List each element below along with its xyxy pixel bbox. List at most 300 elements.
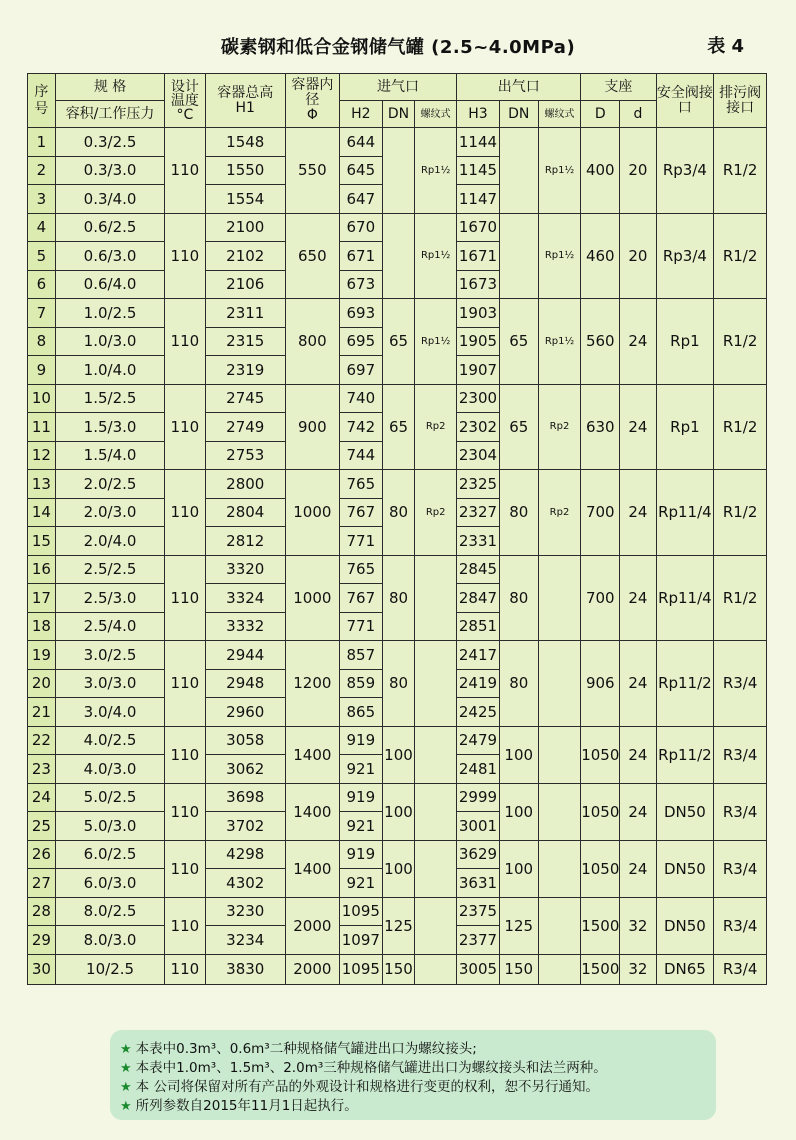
cell-support-d2: 24: [620, 384, 656, 470]
cell-inlet-h: 1095: [339, 954, 382, 984]
cell-height: 1554: [205, 185, 286, 214]
cell-inlet-dn: [383, 128, 415, 214]
star-icon: ★: [120, 1042, 132, 1057]
cell-support-d1: 1050: [581, 726, 620, 783]
cell-spec: 1.0/4.0: [55, 356, 164, 385]
cell-inlet-h: 865: [339, 698, 382, 727]
cell-outlet-thread: Rp2: [538, 384, 580, 470]
cell-diameter: 650: [286, 213, 340, 299]
header-diameter-sub: Φ: [306, 107, 318, 123]
table-row: [28, 213, 767, 242]
cell-safety: Rp1: [656, 384, 714, 470]
cell-drain: R1/2: [714, 213, 767, 299]
cell-safety: Rp11/4: [656, 470, 714, 556]
cell-outlet-thread: [538, 840, 580, 897]
row-number: 2: [28, 156, 56, 185]
cell-support-d1: 1500: [581, 954, 620, 984]
cell-support-d1: 560: [581, 299, 620, 385]
cell-outlet-h: 2479: [457, 726, 499, 755]
cell-inlet-thread: [414, 840, 456, 897]
row-number: 24: [28, 783, 56, 812]
cell-height: 3332: [205, 612, 286, 641]
cell-diameter: 800: [286, 299, 340, 385]
cell-inlet-h: 857: [339, 641, 382, 670]
table-body: [28, 128, 767, 985]
header-outlet-h: H3: [457, 101, 499, 128]
header-outlet: 出气口: [457, 74, 581, 101]
cell-inlet-dn: 125: [383, 897, 415, 954]
cell-outlet-h: 2300: [457, 384, 499, 413]
cell-inlet-h: 1095: [339, 897, 382, 926]
cell-safety: DN50: [656, 840, 714, 897]
cell-spec: 1.5/4.0: [55, 441, 164, 470]
row-number: 30: [28, 954, 56, 984]
cell-design-temp: 110: [165, 897, 205, 954]
cell-height: 1550: [205, 156, 286, 185]
cell-inlet-thread: [414, 555, 456, 641]
cell-spec: 5.0/2.5: [55, 783, 164, 812]
row-number: 29: [28, 926, 56, 955]
header-inlet-thread: 螺纹式: [414, 101, 456, 128]
cell-height: 2319: [205, 356, 286, 385]
cell-support-d2: 24: [620, 783, 656, 840]
cell-support-d1: 400: [581, 128, 620, 214]
cell-outlet-h: 2302: [457, 413, 499, 442]
cell-inlet-h: 693: [339, 299, 382, 328]
cell-inlet-h: 645: [339, 156, 382, 185]
cell-outlet-thread: [538, 726, 580, 783]
cell-outlet-thread: [538, 783, 580, 840]
cell-support-d1: 1500: [581, 897, 620, 954]
cell-height: 2749: [205, 413, 286, 442]
cell-inlet-h: 1097: [339, 926, 382, 955]
cell-inlet-h: 767: [339, 498, 382, 527]
cell-outlet-h: 2375: [457, 897, 499, 926]
cell-design-temp: 110: [165, 555, 205, 641]
cell-outlet-h: 1147: [457, 185, 499, 214]
cell-support-d2: 24: [620, 840, 656, 897]
cell-outlet-dn: 80: [499, 470, 538, 556]
cell-outlet-h: 1145: [457, 156, 499, 185]
table-row: [28, 470, 767, 499]
row-number: 15: [28, 527, 56, 556]
cell-design-temp: 110: [165, 840, 205, 897]
row-number: 16: [28, 555, 56, 584]
cell-spec: 1.5/3.0: [55, 413, 164, 442]
cell-inlet-thread: Rp1½: [414, 213, 456, 299]
cell-safety: DN50: [656, 897, 714, 954]
cell-design-temp: 110: [165, 726, 205, 783]
cell-inlet-dn: 65: [383, 384, 415, 470]
cell-inlet-h: 697: [339, 356, 382, 385]
cell-spec: 0.3/4.0: [55, 185, 164, 214]
row-number: 12: [28, 441, 56, 470]
cell-support-d1: 906: [581, 641, 620, 727]
cell-outlet-thread: Rp2: [538, 470, 580, 556]
cell-diameter: 2000: [286, 954, 340, 984]
note-text: 本 公司将保留对所有产品的外观设计和规格进行变更的权利，恕不另行通知。: [135, 1079, 599, 1095]
cell-spec: 2.0/3.0: [55, 498, 164, 527]
cell-inlet-h: 644: [339, 128, 382, 157]
cell-design-temp: 110: [165, 128, 205, 214]
cell-support-d1: 460: [581, 213, 620, 299]
cell-inlet-h: 695: [339, 327, 382, 356]
cell-safety: Rp3/4: [656, 213, 714, 299]
cell-drain: R1/2: [714, 299, 767, 385]
cell-safety: DN50: [656, 783, 714, 840]
cell-inlet-h: 740: [339, 384, 382, 413]
cell-design-temp: 110: [165, 641, 205, 727]
cell-support-d1: 1050: [581, 840, 620, 897]
cell-inlet-dn: 100: [383, 840, 415, 897]
row-number: 27: [28, 869, 56, 898]
table-row: [28, 897, 767, 926]
cell-diameter: 1400: [286, 726, 340, 783]
header-outlet-dn: DN: [499, 101, 538, 128]
cell-inlet-h: 771: [339, 612, 382, 641]
row-number: 25: [28, 812, 56, 841]
cell-spec: 1.0/2.5: [55, 299, 164, 328]
cell-spec: 8.0/2.5: [55, 897, 164, 926]
header-support-d1: D: [581, 101, 620, 128]
cell-support-d2: 24: [620, 299, 656, 385]
cell-support-d1: 630: [581, 384, 620, 470]
cell-design-temp: 110: [165, 213, 205, 299]
row-number: 11: [28, 413, 56, 442]
cell-height: 2948: [205, 669, 286, 698]
header-inlet-dn: DN: [383, 101, 415, 128]
note-line: [120, 1059, 716, 1078]
spec-table: [27, 73, 767, 985]
cell-outlet-dn: 125: [499, 897, 538, 954]
header-design-temp: [165, 74, 205, 128]
cell-safety: Rp3/4: [656, 128, 714, 214]
cell-height: 2800: [205, 470, 286, 499]
header-seq: 序号: [28, 74, 56, 128]
cell-outlet-dn: 100: [499, 726, 538, 783]
cell-height: 2960: [205, 698, 286, 727]
note-text: 所列参数自2015年11月1日起执行。: [135, 1098, 358, 1114]
cell-diameter: 1000: [286, 470, 340, 556]
cell-outlet-dn: 65: [499, 299, 538, 385]
cell-outlet-h: 2325: [457, 470, 499, 499]
cell-height: 2106: [205, 270, 286, 299]
cell-inlet-dn: 65: [383, 299, 415, 385]
cell-inlet-thread: [414, 726, 456, 783]
cell-diameter: 2000: [286, 897, 340, 954]
cell-outlet-h: 1673: [457, 270, 499, 299]
cell-inlet-thread: Rp1½: [414, 299, 456, 385]
cell-support-d2: 32: [620, 897, 656, 954]
cell-drain: R3/4: [714, 726, 767, 783]
cell-outlet-h: 2425: [457, 698, 499, 727]
cell-inlet-thread: Rp2: [414, 470, 456, 556]
star-icon: ★: [120, 1080, 132, 1095]
cell-diameter: 1000: [286, 555, 340, 641]
header-diameter: [286, 74, 340, 128]
cell-inlet-thread: Rp1½: [414, 128, 456, 214]
cell-inlet-h: 673: [339, 270, 382, 299]
cell-outlet-h: 1905: [457, 327, 499, 356]
cell-design-temp: 110: [165, 299, 205, 385]
cell-spec: 0.3/3.0: [55, 156, 164, 185]
cell-outlet-h: 2851: [457, 612, 499, 641]
cell-safety: Rp11/4: [656, 555, 714, 641]
cell-drain: R1/2: [714, 128, 767, 214]
row-number: 5: [28, 242, 56, 271]
cell-diameter: 900: [286, 384, 340, 470]
cell-spec: 5.0/3.0: [55, 812, 164, 841]
cell-spec: 8.0/3.0: [55, 926, 164, 955]
cell-safety: Rp11/2: [656, 726, 714, 783]
cell-inlet-thread: [414, 783, 456, 840]
cell-spec: 0.6/3.0: [55, 242, 164, 271]
cell-inlet-h: 921: [339, 755, 382, 784]
cell-support-d2: 32: [620, 954, 656, 984]
cell-outlet-h: 2419: [457, 669, 499, 698]
cell-outlet-h: 2417: [457, 641, 499, 670]
cell-height: 3062: [205, 755, 286, 784]
row-number: 23: [28, 755, 56, 784]
cell-support-d2: 20: [620, 213, 656, 299]
cell-spec: 0.6/2.5: [55, 213, 164, 242]
header-outlet-thread: 螺纹式: [538, 101, 580, 128]
cell-spec: 2.5/2.5: [55, 555, 164, 584]
cell-height: 2311: [205, 299, 286, 328]
row-number: 28: [28, 897, 56, 926]
table-row: [28, 555, 767, 584]
cell-outlet-h: 2481: [457, 755, 499, 784]
cell-height: 3324: [205, 584, 286, 613]
cell-height: 2102: [205, 242, 286, 271]
cell-support-d1: 700: [581, 555, 620, 641]
cell-inlet-dn: 100: [383, 726, 415, 783]
cell-support-d2: 24: [620, 641, 656, 727]
row-number: 8: [28, 327, 56, 356]
cell-drain: R3/4: [714, 840, 767, 897]
cell-outlet-thread: [538, 897, 580, 954]
cell-spec: 0.3/2.5: [55, 128, 164, 157]
cell-outlet-dn: [499, 128, 538, 214]
cell-support-d2: 24: [620, 470, 656, 556]
cell-outlet-h: 3629: [457, 840, 499, 869]
header-safety: 安全阀接口: [656, 74, 714, 128]
cell-spec: 1.0/3.0: [55, 327, 164, 356]
cell-inlet-dn: 80: [383, 641, 415, 727]
cell-spec: 4.0/2.5: [55, 726, 164, 755]
cell-diameter: 1400: [286, 840, 340, 897]
cell-inlet-h: 647: [339, 185, 382, 214]
cell-outlet-dn: 100: [499, 840, 538, 897]
header-height-label: 容器总高: [217, 84, 274, 101]
cell-support-d2: 24: [620, 726, 656, 783]
cell-outlet-h: 2331: [457, 527, 499, 556]
cell-spec: 6.0/2.5: [55, 840, 164, 869]
table-row: [28, 299, 767, 328]
cell-inlet-h: 771: [339, 527, 382, 556]
note-text: 本表中1.0m³、1.5m³、2.0m³三种规格储气罐进出口为螺纹接头和法兰两种。: [135, 1060, 607, 1076]
cell-outlet-dn: 100: [499, 783, 538, 840]
row-number: 20: [28, 669, 56, 698]
header-height: [205, 74, 286, 128]
cell-spec: 3.0/2.5: [55, 641, 164, 670]
header-design-temp-unit: °C: [176, 106, 194, 123]
row-number: 13: [28, 470, 56, 499]
cell-inlet-h: 742: [339, 413, 382, 442]
cell-spec: 2.0/4.0: [55, 527, 164, 556]
cell-safety: DN65: [656, 954, 714, 984]
cell-design-temp: 110: [165, 954, 205, 984]
row-number: 26: [28, 840, 56, 869]
cell-inlet-h: 744: [339, 441, 382, 470]
cell-inlet-h: 921: [339, 812, 382, 841]
cell-diameter: 1400: [286, 783, 340, 840]
cell-spec: 0.6/4.0: [55, 270, 164, 299]
table-row: [28, 128, 767, 157]
cell-outlet-h: 2304: [457, 441, 499, 470]
cell-inlet-h: 919: [339, 840, 382, 869]
cell-outlet-dn: 65: [499, 384, 538, 470]
cell-drain: R1/2: [714, 555, 767, 641]
cell-inlet-h: 859: [339, 669, 382, 698]
cell-design-temp: 110: [165, 470, 205, 556]
header-support: 支座: [581, 74, 656, 101]
cell-diameter: 550: [286, 128, 340, 214]
cell-height: 2745: [205, 384, 286, 413]
notes-box: [110, 1030, 716, 1120]
cell-height: 2753: [205, 441, 286, 470]
cell-inlet-h: 765: [339, 470, 382, 499]
cell-height: 3320: [205, 555, 286, 584]
row-number: 4: [28, 213, 56, 242]
cell-height: 1548: [205, 128, 286, 157]
cell-outlet-h: 2377: [457, 926, 499, 955]
page-title: 碳素钢和低合金钢储气罐 (2.5~4.0MPa): [220, 37, 576, 58]
row-number: 18: [28, 612, 56, 641]
row-number: 17: [28, 584, 56, 613]
cell-height: 3230: [205, 897, 286, 926]
cell-inlet-h: 765: [339, 555, 382, 584]
header-inlet: 进气口: [339, 74, 457, 101]
cell-support-d2: 20: [620, 128, 656, 214]
header-spec-sub: 容积/工作压力: [55, 101, 164, 128]
cell-spec: 1.5/2.5: [55, 384, 164, 413]
cell-height: 2100: [205, 213, 286, 242]
table-row: [28, 641, 767, 670]
row-number: 6: [28, 270, 56, 299]
cell-outlet-h: 1671: [457, 242, 499, 271]
cell-spec: 2.0/2.5: [55, 470, 164, 499]
table-row: [28, 726, 767, 755]
cell-height: 3058: [205, 726, 286, 755]
note-line: [120, 1078, 716, 1097]
header-drain: 排污阀接口: [714, 74, 767, 128]
cell-outlet-h: 3001: [457, 812, 499, 841]
cell-inlet-h: 919: [339, 783, 382, 812]
cell-inlet-dn: 150: [383, 954, 415, 984]
note-line: [120, 1040, 716, 1059]
cell-drain: R3/4: [714, 641, 767, 727]
cell-outlet-h: 3631: [457, 869, 499, 898]
row-number: 7: [28, 299, 56, 328]
cell-outlet-thread: [538, 555, 580, 641]
cell-height: 3702: [205, 812, 286, 841]
cell-spec: 6.0/3.0: [55, 869, 164, 898]
cell-inlet-h: 767: [339, 584, 382, 613]
cell-outlet-h: 2327: [457, 498, 499, 527]
cell-outlet-h: 3005: [457, 954, 499, 984]
cell-inlet-dn: 80: [383, 555, 415, 641]
header-diameter-label: 容器内径: [291, 77, 334, 108]
cell-outlet-thread: Rp1½: [538, 213, 580, 299]
cell-drain: R1/2: [714, 470, 767, 556]
row-number: 9: [28, 356, 56, 385]
cell-support-d1: 1050: [581, 783, 620, 840]
cell-inlet-h: 919: [339, 726, 382, 755]
cell-support-d2: 24: [620, 555, 656, 641]
row-number: 14: [28, 498, 56, 527]
cell-outlet-dn: 150: [499, 954, 538, 984]
cell-inlet-h: 921: [339, 869, 382, 898]
header-inlet-h: H2: [339, 101, 382, 128]
cell-outlet-h: 1903: [457, 299, 499, 328]
cell-height: 4302: [205, 869, 286, 898]
row-number: 19: [28, 641, 56, 670]
table-row: [28, 954, 767, 984]
cell-outlet-h: 2999: [457, 783, 499, 812]
cell-height: 2944: [205, 641, 286, 670]
cell-inlet-dn: [383, 213, 415, 299]
cell-drain: R3/4: [714, 954, 767, 984]
cell-inlet-thread: [414, 954, 456, 984]
cell-outlet-thread: [538, 641, 580, 727]
header-height-sub: H1: [235, 99, 255, 116]
cell-diameter: 1200: [286, 641, 340, 727]
cell-drain: R3/4: [714, 897, 767, 954]
cell-outlet-h: 1907: [457, 356, 499, 385]
cell-spec: 4.0/3.0: [55, 755, 164, 784]
table-row: [28, 783, 767, 812]
cell-inlet-thread: [414, 641, 456, 727]
cell-height: 3698: [205, 783, 286, 812]
star-icon: ★: [120, 1061, 132, 1076]
row-number: 21: [28, 698, 56, 727]
cell-outlet-h: 1670: [457, 213, 499, 242]
cell-drain: R1/2: [714, 384, 767, 470]
cell-inlet-h: 670: [339, 213, 382, 242]
note-text: 本表中0.3m³、0.6m³二种规格储气罐进出口为螺纹接头;: [135, 1041, 477, 1057]
cell-spec: 3.0/4.0: [55, 698, 164, 727]
table-label: 表 4: [707, 36, 744, 57]
header-spec: 规 格: [55, 74, 164, 101]
note-line: [120, 1097, 716, 1116]
cell-outlet-thread: [538, 954, 580, 984]
cell-inlet-h: 671: [339, 242, 382, 271]
cell-inlet-dn: 80: [383, 470, 415, 556]
cell-drain: R3/4: [714, 783, 767, 840]
cell-outlet-thread: Rp1½: [538, 128, 580, 214]
cell-outlet-dn: [499, 213, 538, 299]
cell-outlet-dn: 80: [499, 555, 538, 641]
cell-height: 3830: [205, 954, 286, 984]
cell-safety: Rp11/2: [656, 641, 714, 727]
cell-spec: 3.0/3.0: [55, 669, 164, 698]
cell-design-temp: 110: [165, 384, 205, 470]
table-row: [28, 384, 767, 413]
cell-outlet-h: 2847: [457, 584, 499, 613]
table-row: [28, 840, 767, 869]
cell-inlet-thread: [414, 897, 456, 954]
